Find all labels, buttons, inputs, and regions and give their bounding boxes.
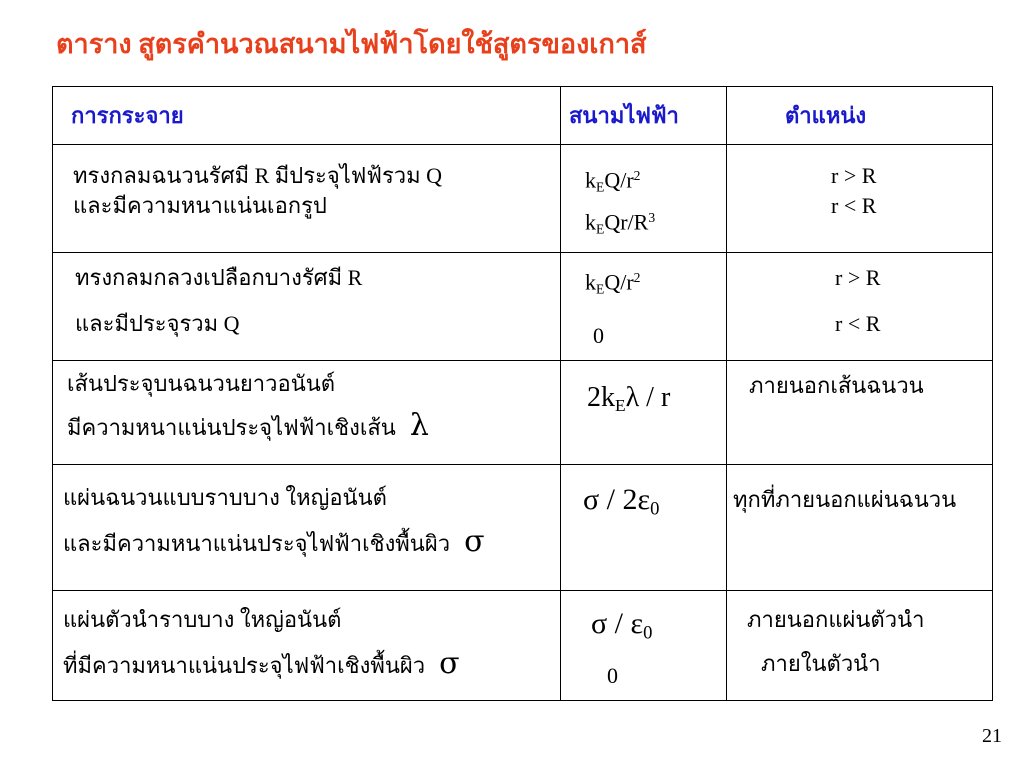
distribution-cell [53, 361, 561, 465]
field-formula: $k_EQ/r^2$ [585, 269, 641, 297]
field-formula: 0 [607, 662, 618, 688]
distribution-cell [53, 465, 561, 591]
position-cell [727, 253, 993, 361]
field-formula: $2k_E\lambda$ / r [587, 382, 671, 416]
field-cell [561, 361, 727, 465]
field-formula: $k_EQ/r^2$ [585, 167, 641, 195]
distribution-line: และมีความหนาแน่นเอกรูป [73, 193, 327, 218]
table-row [53, 465, 993, 591]
distribution-line: ทรงกลมฉนวนรัศมี R มีประจุไฟฟ้รวม Q [73, 163, 443, 188]
field-formula: σ / $\varepsilon_0$ [591, 607, 653, 644]
distribution-line: มีความหนาแน่นประจุไฟฟ้าเชิงเส้น λ [67, 408, 429, 443]
distribution-cell [53, 253, 561, 361]
field-formula: σ / $2\varepsilon_0$ [583, 483, 660, 520]
position-condition: ภายนอกแผ่นตัวนำ [747, 607, 925, 632]
table-row [53, 591, 993, 701]
table-row [53, 253, 993, 361]
distribution-line: เส้นประจุบนฉนวนยาวอนันต์ [67, 371, 336, 396]
position-condition: ภายในตัวนำ [761, 651, 881, 676]
distribution-cell [53, 591, 561, 701]
lambda-symbol: λ [409, 408, 429, 443]
position-condition: r < R [835, 311, 881, 336]
field-formula: 0 [593, 322, 604, 348]
table-header-row [53, 87, 993, 145]
sigma-symbol: σ [464, 524, 485, 559]
distribution-line: และมีประจุรวม Q [75, 311, 240, 336]
distribution-line: และมีความหนาแน่นประจุไฟฟ้าเชิงพื้นผิว σ [63, 524, 485, 559]
position-condition: ทุกที่ภายนอกแผ่นฉนวน [733, 487, 957, 512]
table-row [53, 361, 993, 465]
field-cell [561, 591, 727, 701]
position-cell [727, 591, 993, 701]
distribution-line: ทรงกลมกลวงเปลือกบางรัศมี R [75, 265, 363, 290]
position-condition: r < R [831, 193, 877, 218]
header-electric-field: สนามไฟฟ้า [561, 87, 727, 145]
position-cell [727, 145, 993, 253]
gauss-formula-table [52, 86, 993, 701]
field-cell [561, 253, 727, 361]
position-cell [727, 361, 993, 465]
field-cell [561, 465, 727, 591]
field-formula: $k_EQr/R^3$ [585, 209, 656, 237]
position-condition: ภายนอกเส้นฉนวน [749, 373, 924, 398]
distribution-line: ที่มีความหนาแน่นประจุไฟฟ้าเชิงพื้นผิว σ [63, 646, 460, 681]
position-cell [727, 465, 993, 591]
header-position: ตำแหน่ง [727, 87, 993, 145]
header-distribution: การกระจาย [53, 87, 561, 145]
field-cell [561, 145, 727, 253]
page-number: 21 [982, 725, 1002, 747]
distribution-line: แผ่นฉนวนแบบราบบาง ใหญ่อนันต์ [63, 485, 387, 510]
position-condition: r > R [835, 265, 881, 290]
sigma-symbol: σ [439, 646, 460, 681]
slide-title: ตาราง สูตรคำนวณสนามไฟฟ้าโดยใช้สูตรของเกาส์ [56, 29, 647, 59]
position-condition: r > R [831, 163, 877, 188]
distribution-cell [53, 145, 561, 253]
table-row [53, 145, 993, 253]
distribution-line: แผ่นตัวนำราบบาง ใหญ่อนันต์ [63, 607, 342, 632]
